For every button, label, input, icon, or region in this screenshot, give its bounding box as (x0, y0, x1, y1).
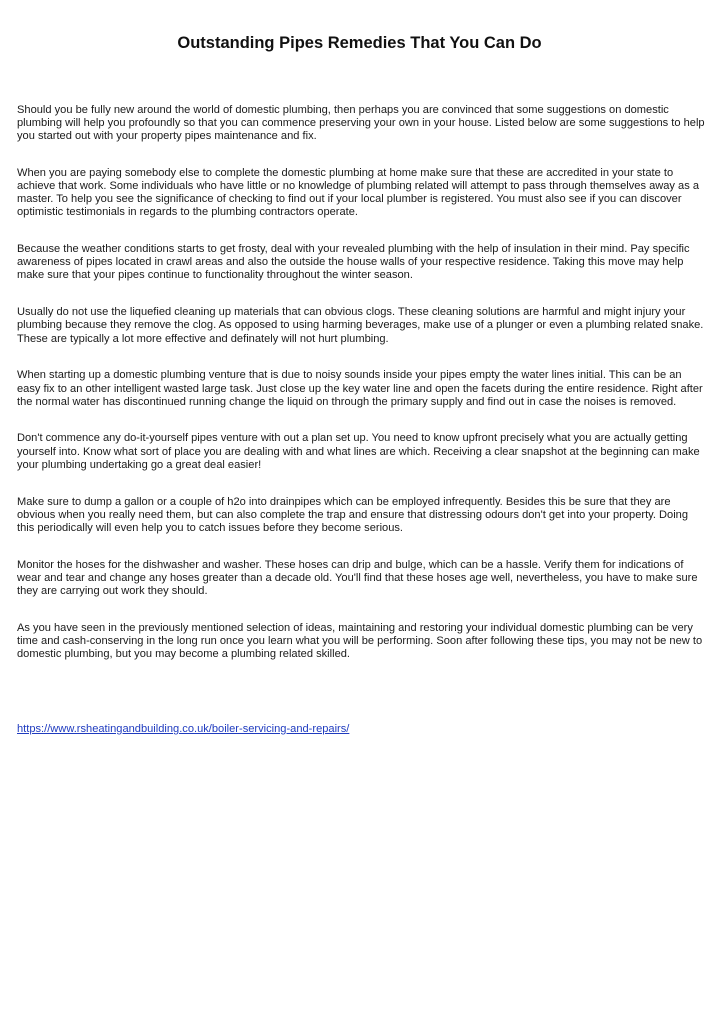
paragraph-2: When you are paying somebody else to complete the domestic plumbing at home make sure that these are accredited in your state to achieve that work. Some individuals who have little or no knowledge of plumbing related will attempt to pass through themselves away as a master. To help you see the significance of checking to find out if your local plumber is registered. You must also see if you can discover optimistic testimonials in regards to the plumbing contractors operate. (17, 167, 700, 219)
paragraph-8: Monitor the hoses for the dishwasher and washer. These hoses can drip and bulge, which can be a hassle. Verify them for indications of wear and tear and change any hoses greater than a decade old. You'll find that these hoses age well, nevertheless, you have to make sure they are carrying out work they should. (17, 558, 698, 597)
paragraph-1: Should you be fully new around the world of domestic plumbing, then perhaps you are convinced that some suggestions on domestic plumbing will help you profoundly so that you can commence preserving your own in your house. Listed below are some suggestions to help you started out with your property pipes maintenance and fix. (17, 104, 705, 143)
document-body (17, 104, 705, 661)
paragraph-3: Because the weather conditions starts to get frosty, deal with your revealed plumbing with the help of insulation in their mind. Pay specific awareness of pipes located in crawl areas and also the outside the house walls of your respective residence. Taking this move may help make sure that your pipes continue to functionality throughout the winter season. (17, 243, 690, 282)
paragraph-4: Usually do not use the liquefied cleaning up materials that can obvious clogs. These cleaning solutions are harmful and might injury your plumbing because they remove the clog. As opposed to using harming beverages, make use of a plunger or even a plumbing related snake. These are typically a lot more effective and definately will not hurt plumbing. (17, 306, 704, 345)
source-link[interactable]: https://www.rsheatingandbuilding.co.uk/boiler-servicing-and-repairs/ (17, 723, 350, 735)
paragraph-7: Make sure to dump a gallon or a couple of h2o into drainpipes which can be employed infrequently. Besides this be sure that they are obvious when you really need them, but can also complete the trap and ensure that distressing odours don't get into your property. Doing this periodically will even help you to catch issues before they become serious. (17, 495, 689, 534)
document-title: Outstanding Pipes Remedies That You Can Do (177, 34, 542, 52)
paragraph-5: When starting up a domestic plumbing venture that is due to noisy sounds inside your pipes empty the water lines initial. This can be an easy fix to an other intelligent wasted large task. Just close up the key water line and open the facets during the entire residence. Right after the normal water has discontinued running change the liquid on through the primary supply and find out in case the noises is removed. (17, 369, 703, 408)
paragraph-9: As you have seen in the previously mentioned selection of ideas, maintaining and restoring your individual domestic plumbing can be very time and cash-conserving in the long run once you learn what you will be performing. Soon after following these tips, you may not be new to domestic plumbing, but you may become a plumbing related skilled. (17, 621, 703, 660)
paragraph-6: Don't commence any do-it-yourself pipes venture with out a plan set up. You need to know upfront precisely what you are actually getting yourself into. Know what sort of place you are dealing with and what lines are which. Receiving a clear snapshot at the beginning can make your plumbing undertaking go a great deal easier! (17, 432, 700, 471)
